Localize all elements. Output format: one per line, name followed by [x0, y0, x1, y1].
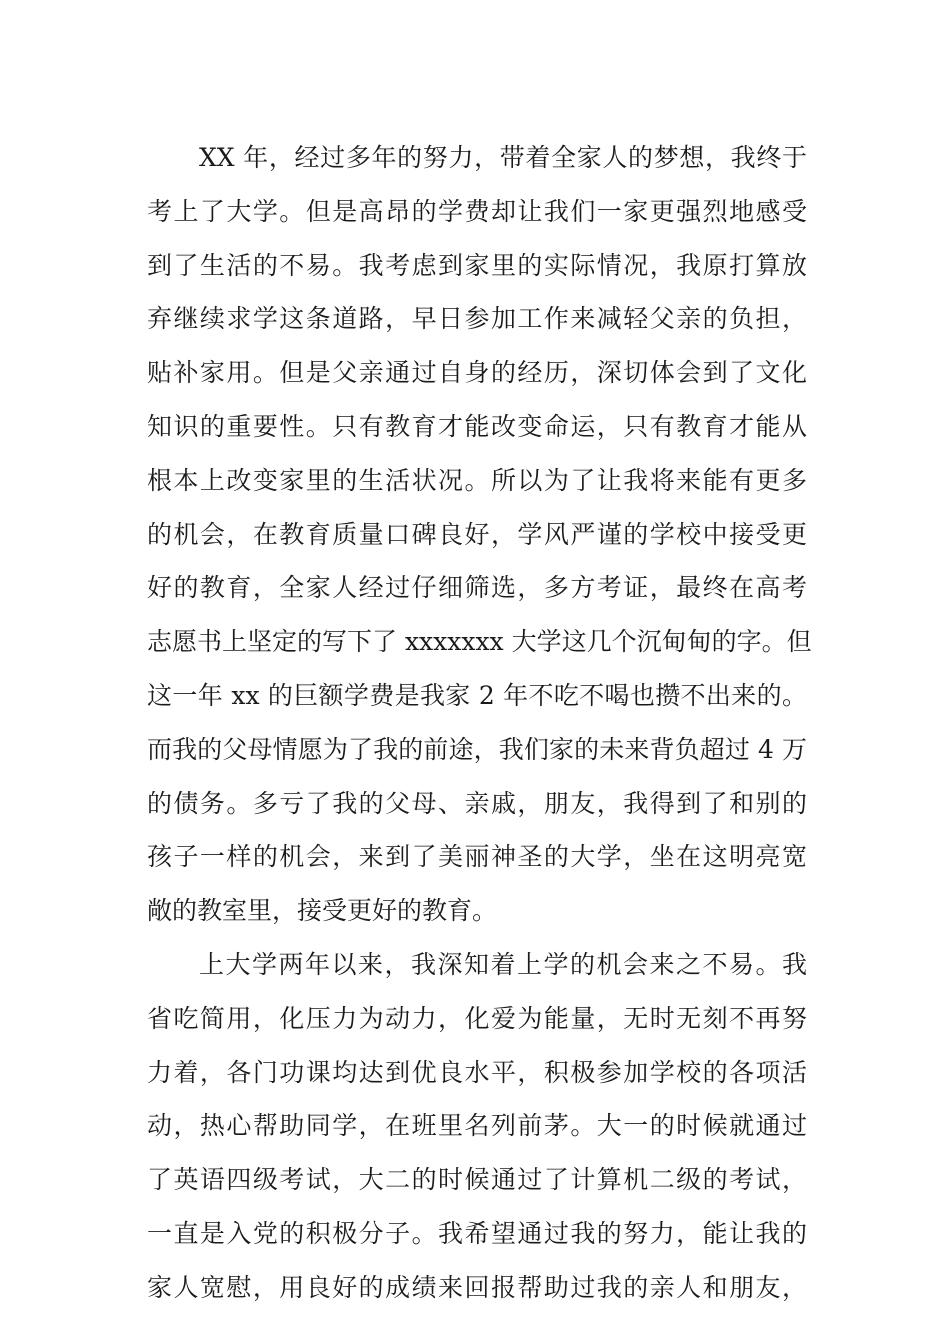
text-line: 家人宽慰，用良好的成绩来回报帮助过我的亲人和朋友，	[147, 1272, 807, 1302]
text-line: 到了生活的不易。我考虑到家里的实际情况，我原打算放	[147, 250, 807, 280]
text-line: 这一年 xx 的巨额学费是我家 2 年不吃不喝也攒不出来的。	[147, 680, 807, 710]
paragraph-1	[147, 131, 812, 938]
text-line: 的债务。多亏了我的父母、亲戚，朋友，我得到了和别的	[147, 788, 807, 818]
text-line: 敞的教室里，接受更好的教育。	[147, 896, 498, 926]
text-line: 一直是入党的积极分子。我希望通过我的努力，能让我的	[147, 1218, 807, 1248]
text-line: 孩子一样的机会，来到了美丽神圣的大学，坐在这明亮宽	[147, 842, 807, 872]
text-line: 上大学两年以来，我深知着上学的机会来之不易。我	[199, 949, 807, 979]
text-line: 好的教育，全家人经过仔细筛选，多方考证，最终在高考	[147, 573, 807, 603]
text-line: 根本上改变家里的生活状况。所以为了让我将来能有更多	[147, 465, 807, 495]
text-line: 而我的父母情愿为了我的前途，我们家的未来背负超过 4 万	[147, 734, 807, 764]
text-line: 省吃简用，化压力为动力，化爱为能量，无时无刻不再努	[147, 1003, 807, 1033]
text-line: 知识的重要性。只有教育才能改变命运，只有教育才能从	[147, 411, 807, 441]
text-line: 贴补家用。但是父亲通过自身的经历，深切体会到了文化	[147, 358, 807, 388]
text-line: 志愿书上坚定的写下了 xxxxxxx 大学这几个沉甸甸的字。但	[147, 627, 812, 657]
text-line: 力着，各门功课均达到优良水平，积极参加学校的各项活	[147, 1057, 807, 1087]
document-body	[147, 131, 812, 1315]
paragraph-2	[147, 938, 807, 1315]
text-line: 了英语四级考试，大二的时候通过了计算机二级的考试，	[147, 1165, 807, 1195]
text-line: 的机会，在教育质量口碑良好，学风严谨的学校中接受更	[147, 519, 807, 549]
text-line: 弃继续求学这条道路，早日参加工作来减轻父亲的负担，	[147, 304, 807, 334]
text-line: 动，热心帮助同学，在班里名列前茅。大一的时候就通过	[147, 1111, 807, 1141]
text-line: 考上了大学。但是高昂的学费却让我们一家更强烈地感受	[147, 196, 807, 226]
text-line: XX 年，经过多年的努力，带着全家人的梦想，我终于	[199, 143, 807, 172]
